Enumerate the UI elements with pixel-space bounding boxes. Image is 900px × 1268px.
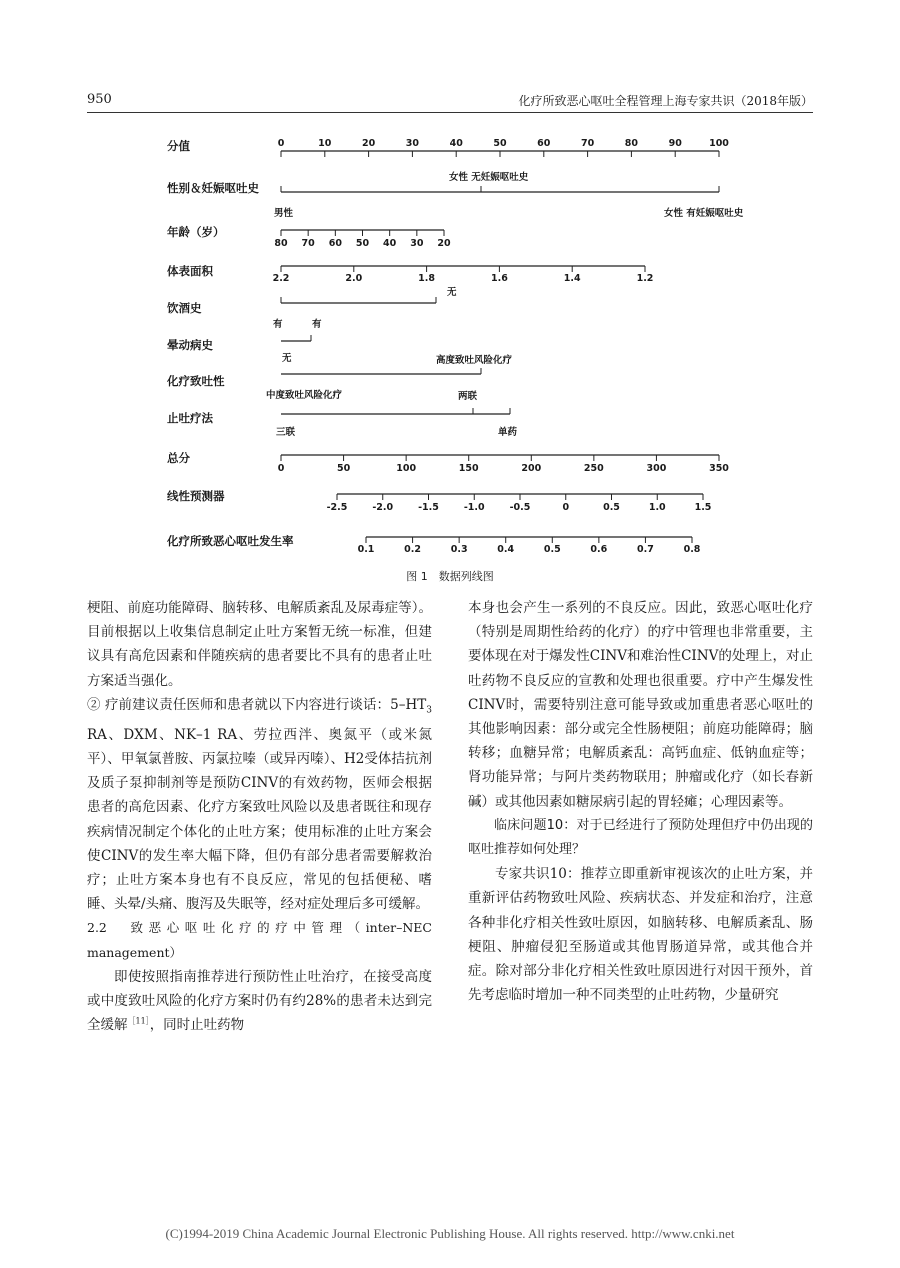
- clinical-question-10: 临床问题10：对于已经进行了预防处理但疗中仍出现的呕吐推荐如何处理？: [468, 817, 813, 858]
- row-label-prob: 化疗所致恶心呕吐发生率: [167, 534, 294, 548]
- total-tick-label: 300: [646, 463, 667, 474]
- age-tick-label: 70: [301, 238, 315, 249]
- row-label-motion: 晕动病史: [167, 338, 213, 352]
- antiemetic-annotation-single: 单药: [498, 427, 518, 438]
- linear-tick-label: 1.5: [694, 502, 712, 513]
- bsa-tick-label: 1.2: [636, 273, 654, 284]
- prob-tick-label: 0.4: [497, 544, 515, 555]
- prob-tick-label: 0.3: [450, 544, 468, 555]
- points-tick-label: 90: [668, 138, 682, 149]
- left-paragraph-3-tail: ，同时止吐药物: [149, 1017, 245, 1034]
- points-tick-label: 100: [709, 138, 729, 149]
- page-number: 950: [87, 92, 112, 107]
- alcohol-annotation-end: 无: [447, 287, 457, 298]
- total-tick-label: 50: [336, 463, 351, 474]
- bsa-tick-label: 2.0: [345, 273, 363, 284]
- sex-annotation-above: 女性 无妊娠呕吐史: [449, 172, 529, 183]
- row-label-antiemetic: 止吐疗法: [167, 411, 213, 425]
- left-paragraph-2-rest: RA、DXM、NK–1 RA、劳拉西泮、奥氮平（或米氮平）、甲氧氯普胺、丙氯拉嗪（或异丙嗪）、H2受体拮抗剂及质子泵抑制剂等是预防CINV的有效药物，医师会根据患者的高危因素、化疗方案致吐风险以及患者既往和现存疾病情况制定个体化的止吐方案；使用标准的止吐方案会使CINV的发生率大幅下降，但仍有部分患者需要解救治疗；止吐方案本身也有不良反应，常见的包括便秘、嗜睡、头晕/头痛、腹泻及失眠等，经对症处理后多可缓解。: [87, 726, 432, 913]
- linear-tick-label: -2.5: [326, 502, 348, 513]
- row-label-age: 年龄（岁）: [167, 225, 225, 239]
- antiemetic-annotation-dual: 两联: [458, 391, 478, 402]
- row-label-points: 分值: [167, 139, 190, 153]
- points-tick-label: 40: [449, 138, 463, 149]
- running-header: 化疗所致恶心呕吐全程管理上海专家共识（2018年版）: [518, 94, 813, 108]
- linear-tick-label: -0.5: [509, 502, 531, 513]
- chemo-annotation-high: 高度致吐风险化疗: [436, 355, 513, 366]
- left-paragraph-1: 梗阻、前庭功能障碍、脑转移、电解质紊乱及尿毒症等）。目前根据以上收集信息制定止吐方案暂无统一标准，但建议具有高危因素和伴随疾病的患者要比不具有的患者止吐方案适当强化。: [87, 600, 432, 689]
- prob-tick-label: 0.8: [683, 544, 701, 555]
- points-tick-label: 50: [493, 138, 507, 149]
- row-label-chemo: 化疗致吐性: [167, 374, 225, 388]
- chemo-annotation-moderate: 中度致吐风险化疗: [266, 390, 343, 401]
- points-tick-label: 0: [277, 138, 285, 149]
- right-paragraph-1: 本身也会产生一系列的不良反应。因此，致恶心呕吐化疗（特别是周期性给药的化疗）的疗中管理也非常重要，主要体现在对于爆发性CINV和难治性CINV的处理上，对止吐药物不良反应的宣教和处理也很重要。疗中产生爆发性CINV时，需要特别注意可能导致或加重患者恶心呕吐的其他影响因素：部分或完全性肠梗阻；前庭功能障碍；脑转移；血糖异常；电解质紊乱：高钙血症、低钠血症等；肾功能异常；与阿片类药物联用；肿瘤或化疗（如长春新碱）或其他因素如糖尿病引起的胃轻瘫；心理因素等。: [468, 600, 813, 810]
- bsa-tick-label: 1.4: [563, 273, 581, 284]
- total-tick-label: 250: [583, 463, 604, 474]
- bsa-tick-label: 2.2: [272, 273, 290, 284]
- left-paragraph-3: [87, 965, 432, 1038]
- row-label-alcohol: 饮酒史: [167, 301, 202, 315]
- left-paragraph-2: [87, 693, 432, 917]
- antiemetic-annotation-triple: 三联: [276, 427, 296, 438]
- row-label-total: 总分: [167, 451, 190, 465]
- figure-caption: 图 1 数据列线图: [406, 570, 494, 583]
- linear-tick-label: -1.0: [463, 502, 485, 513]
- age-tick-label: 30: [410, 238, 424, 249]
- alcohol-annotation-2: 有: [312, 319, 322, 330]
- total-tick-label: 100: [396, 463, 417, 474]
- age-tick-label: 20: [437, 238, 451, 249]
- linear-tick-label: -2.0: [372, 502, 394, 513]
- bsa-tick-label: 1.6: [490, 273, 508, 284]
- section-heading: 2.2 致恶心呕吐化疗的疗中管理（inter–NEC management）: [87, 920, 432, 960]
- motion-annotation-none: 无: [282, 353, 292, 364]
- expert-consensus-10: 专家共识10：推荐立即重新审视该次的止吐方案，并重新评估药物致吐风险、疾病状态、并发症和治疗，注意各种非化疗相关性致吐原因，如脑转移、电解质紊乱、肠梗阻、肿瘤侵犯至肠道或其他胃肠道异常，或其他合并症。除对部分非化疗相关性致吐原因进行对因干预外，首先考虑临时增加一种不同类型的止吐药物，少量研究: [468, 866, 813, 1004]
- right-column: [468, 596, 813, 1007]
- row-label-sex: 性别＆妊娠呕吐史: [167, 181, 259, 195]
- age-tick-label: 60: [328, 238, 342, 249]
- citation-ref[interactable]: ［11］: [127, 1016, 150, 1026]
- age-tick-label: 50: [355, 238, 370, 249]
- left-column: [87, 596, 432, 1037]
- prob-tick-label: 0.2: [404, 544, 421, 555]
- prob-tick-label: 0.1: [357, 544, 375, 555]
- age-tick-label: 80: [274, 238, 288, 249]
- total-tick-label: 200: [521, 463, 542, 474]
- points-tick-label: 10: [318, 138, 332, 149]
- linear-tick-label: 0.5: [603, 502, 620, 513]
- linear-tick-label: 0: [562, 502, 570, 513]
- sex-annotation-male: 男性: [274, 208, 294, 219]
- header-rule: [87, 112, 813, 113]
- total-tick-label: 0: [277, 463, 285, 474]
- linear-tick-label: 1.0: [648, 502, 666, 513]
- row-label-linear: 线性预测器: [167, 489, 225, 503]
- row-label-bsa: 体表面积: [167, 264, 213, 278]
- prob-tick-label: 0.7: [637, 544, 654, 555]
- copyright-footer: (C)1994-2019 China Academic Journal Electronic Publishing House. All rights reserved. http://www.cnki.net: [165, 1226, 735, 1241]
- prob-tick-label: 0.6: [590, 544, 608, 555]
- total-tick-label: 150: [458, 463, 479, 474]
- linear-tick-label: -1.5: [418, 502, 439, 513]
- prob-tick-label: 0.5: [543, 544, 561, 555]
- left-paragraph-2-start: ② 疗前建议责任医师和患者就以下内容进行谈话：5–HT: [87, 696, 427, 713]
- sex-annotation-female-pregnancy: 女性 有妊娠呕吐史: [664, 208, 744, 219]
- points-tick-label: 20: [361, 138, 376, 149]
- left-paragraph-3-text: 即使按照指南推荐进行预防性止吐治疗，在接受高度或中度致吐风险的化疗方案时仍有约28%的患者未达到完全缓解: [87, 968, 432, 1034]
- points-tick-label: 80: [624, 138, 639, 149]
- points-tick-label: 30: [405, 138, 420, 149]
- points-tick-label: 70: [580, 138, 595, 149]
- subscript: 3: [426, 705, 432, 716]
- bsa-tick-label: 1.8: [418, 273, 436, 284]
- alcohol-annotation-1: 有: [273, 319, 283, 330]
- points-tick-label: 60: [537, 138, 551, 149]
- nomogram-figure: [0, 120, 900, 590]
- age-tick-label: 40: [383, 238, 397, 249]
- total-tick-label: 350: [709, 463, 729, 474]
